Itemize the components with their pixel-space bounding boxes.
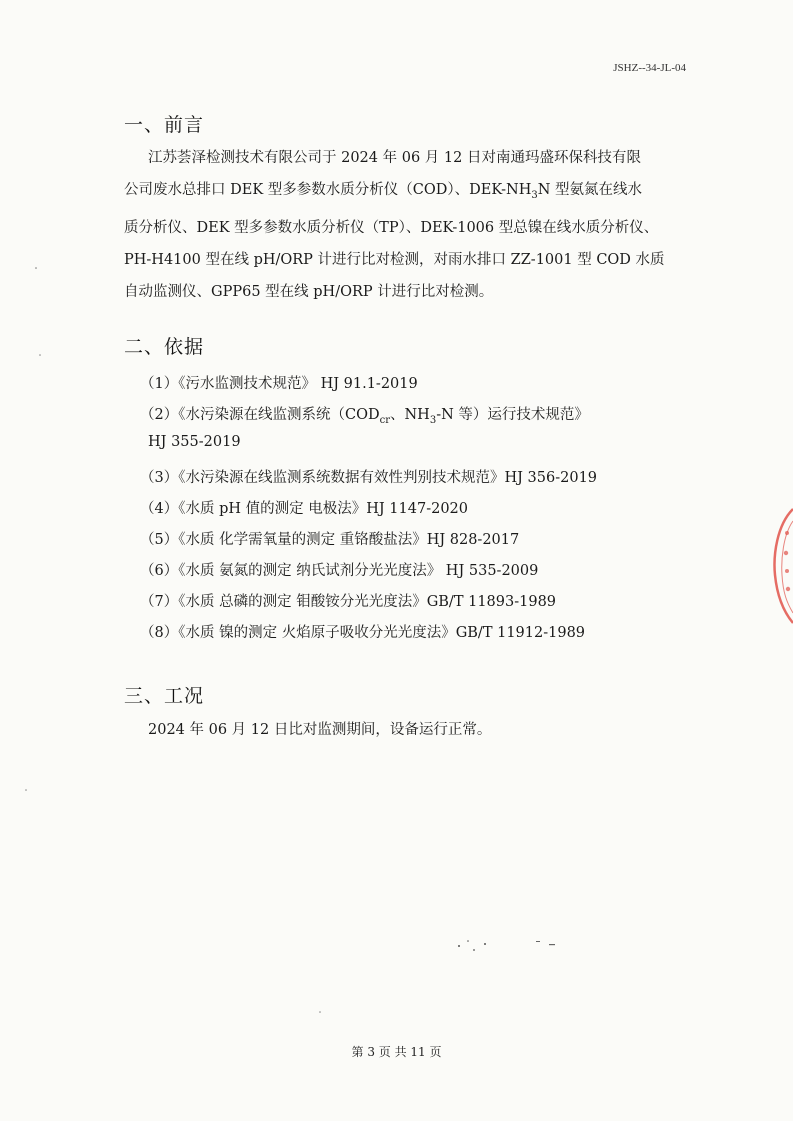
section-title-condition: 三、工况 — [124, 685, 205, 707]
reference-2b: 、NH — [389, 407, 430, 423]
reference-3: （3）《水污染源在线监测系统数据有效性判别技术规范》HJ 356-2019 — [140, 470, 598, 486]
document-number: JSHZ--34-JL-04 — [613, 62, 686, 74]
reference-2 — [140, 403, 589, 426]
reference-2a: （2）《水污染源在线监测系统（COD — [140, 407, 380, 423]
reference-5: （5）《水质 化学需氧量的测定 重铬酸盐法》HJ 828-2017 — [140, 532, 520, 548]
preface-line-2 — [124, 174, 684, 212]
seal-stamp-icon — [767, 505, 793, 625]
reference-8: （8）《水质 镍的测定 火焰原子吸收分光光度法》GB/T 11912-1989 — [140, 625, 586, 641]
preface-paragraph — [124, 142, 684, 308]
page-footer: 第 3 页 共 11 页 — [351, 1045, 442, 1059]
reference-6: （6）《水质 氨氮的测定 纳氏试剂分光光度法》 HJ 535-2009 — [140, 563, 539, 579]
subscript-3b: 3 — [429, 414, 437, 426]
section-title-preface: 一、前言 — [124, 114, 205, 136]
reference-2c: -N 等）运行技术规范》 — [436, 407, 589, 423]
preface-line-2a: 公司废水总排口 DEK 型多参数水质分析仪（COD）、DEK-NH — [124, 182, 532, 198]
preface-line-5: 自动监测仪、GPP65 型在线 pH/ORP 计进行比对检测。 — [124, 283, 494, 300]
section-title-basis: 二、依据 — [124, 336, 205, 358]
reference-7: （7）《水质 总磷的测定 钼酸铵分光光度法》GB/T 11893-1989 — [140, 594, 557, 610]
subscript-cr: cr — [379, 414, 390, 426]
reference-4: （4）《水质 pH 值的测定 电极法》HJ 1147-2020 — [140, 501, 468, 517]
subscript-3: 3 — [531, 189, 538, 201]
condition-text: 2024 年 06 月 12 日比对监测期间，设备运行正常。 — [148, 722, 492, 738]
reference-1: （1）《污水监测技术规范》 HJ 91.1-2019 — [140, 376, 418, 392]
reference-2-code: HJ 355-2019 — [148, 434, 241, 450]
preface-line-3: 质分析仪、DEK 型多参数水质分析仪（TP）、DEK-1006 型总镍在线水质分析仪、 — [124, 219, 659, 236]
preface-line-2b: N 型氨氮在线水 — [537, 182, 643, 198]
preface-line-1: 江苏荟泽检测技术有限公司于 2024 年 06 月 12 日对南通玛盛环保科技有限 — [148, 150, 641, 166]
preface-line-4: PH-H4100 型在线 pH/ORP 计进行比对检测，对雨水排口 ZZ-1001 型 COD 水质 — [124, 251, 665, 268]
